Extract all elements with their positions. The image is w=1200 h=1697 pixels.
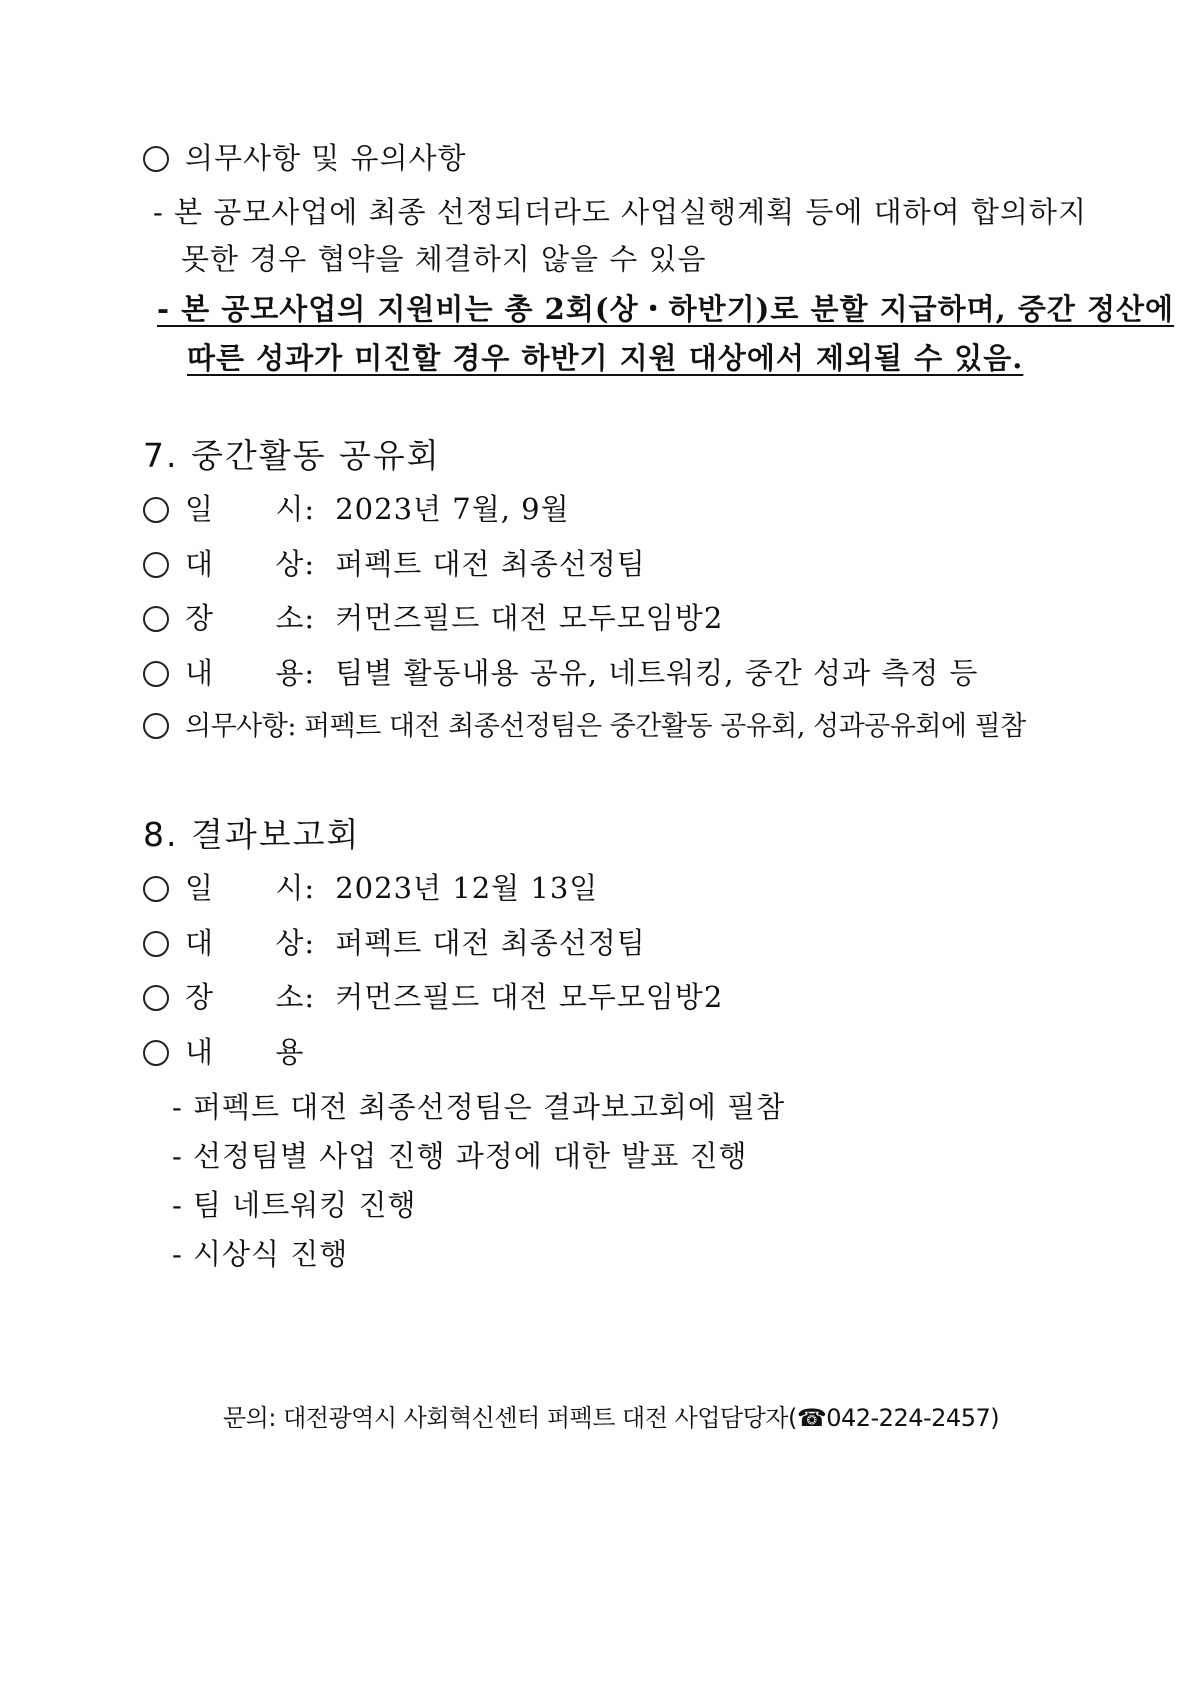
obligations-title	[143, 140, 467, 176]
obligation-item-2-line-2: 따른 성과가 미진할 경우 하반기 지원 대상에서 제외될 수 있음.	[187, 341, 1024, 375]
section-8-row-target	[143, 925, 646, 961]
circle-bullet-icon	[143, 985, 169, 1011]
section-7-row-place	[143, 600, 723, 636]
row-value: 커먼즈필드 대전 모두모임방2	[335, 980, 724, 1014]
obligation-item-1-line-1: - 본 공모사업에 최종 선정되더라도 사업실행계획 등에 대하여 합의하지	[153, 195, 1087, 229]
row-label: 내 용	[185, 1035, 305, 1069]
circle-bullet-icon	[143, 1040, 169, 1066]
row-value: 커먼즈필드 대전 모두모임방2	[335, 601, 724, 635]
section-8-heading: 8. 결과보고회	[143, 815, 361, 854]
section-7-heading: 7. 중간활동 공유회	[143, 436, 441, 475]
section-8-content-item-2: - 선정팀별 사업 진행 과정에 대한 발표 진행	[172, 1139, 748, 1173]
row-label: 의무사항:	[185, 711, 296, 742]
row-label: 장 소:	[185, 601, 316, 635]
obligation-item-1-line-2: 못한 경우 협약을 체결하지 않을 수 있음	[181, 242, 707, 276]
row-value: 팀별 활동내용 공유, 네트워킹, 중간 성과 측정 등	[335, 656, 979, 690]
row-value: 퍼펙트 대전 최종선정팀	[335, 547, 646, 581]
row-label: 장 소:	[185, 980, 316, 1014]
obligations-title-text: 의무사항 및 유의사항	[185, 141, 467, 175]
section-8-content-item-4: - 시상식 진행	[172, 1237, 349, 1271]
circle-bullet-icon	[143, 497, 169, 523]
circle-bullet-icon	[143, 713, 169, 739]
section-8-row-content	[143, 1034, 325, 1070]
circle-bullet-icon	[143, 931, 169, 957]
circle-bullet-icon	[143, 146, 169, 172]
row-value: 2023년 7월, 9월	[335, 492, 570, 526]
contact-footer: 문의: 대전광역시 사회혁신센터 퍼펙트 대전 사업담당자(☎042-224-2457)	[223, 1404, 1000, 1432]
row-value: 2023년 12월 13일	[335, 871, 599, 905]
section-8-row-place	[143, 979, 723, 1015]
circle-bullet-icon	[143, 606, 169, 632]
section-8-content-item-1: - 퍼펙트 대전 최종선정팀은 결과보고회에 필참	[172, 1090, 786, 1124]
section-7-row-target	[143, 546, 646, 582]
section-8-content-item-3: - 팀 네트워킹 진행	[172, 1188, 417, 1222]
row-label: 대 상:	[185, 926, 316, 960]
section-7-row-date	[143, 491, 570, 527]
row-label: 일 시:	[185, 492, 316, 526]
section-8-row-date	[143, 870, 598, 906]
section-7-row-content	[143, 655, 978, 691]
row-label: 내 용:	[185, 656, 316, 690]
circle-bullet-icon	[143, 876, 169, 902]
obligation-item-2-line-1: - 본 공모사업의 지원비는 총 2회(상・하반기)로 분할 지급하며, 중간 정산에	[157, 292, 1175, 326]
row-value: 퍼펙트 대전 최종선정팀	[335, 926, 646, 960]
circle-bullet-icon	[143, 661, 169, 687]
row-label: 대 상:	[185, 547, 316, 581]
circle-bullet-icon	[143, 552, 169, 578]
row-label: 일 시:	[185, 871, 316, 905]
section-7-row-obligation	[143, 709, 1026, 745]
row-value: 퍼펙트 대전 최종선정팀은 중간활동 공유회, 성과공유회에 필참	[304, 711, 1026, 742]
